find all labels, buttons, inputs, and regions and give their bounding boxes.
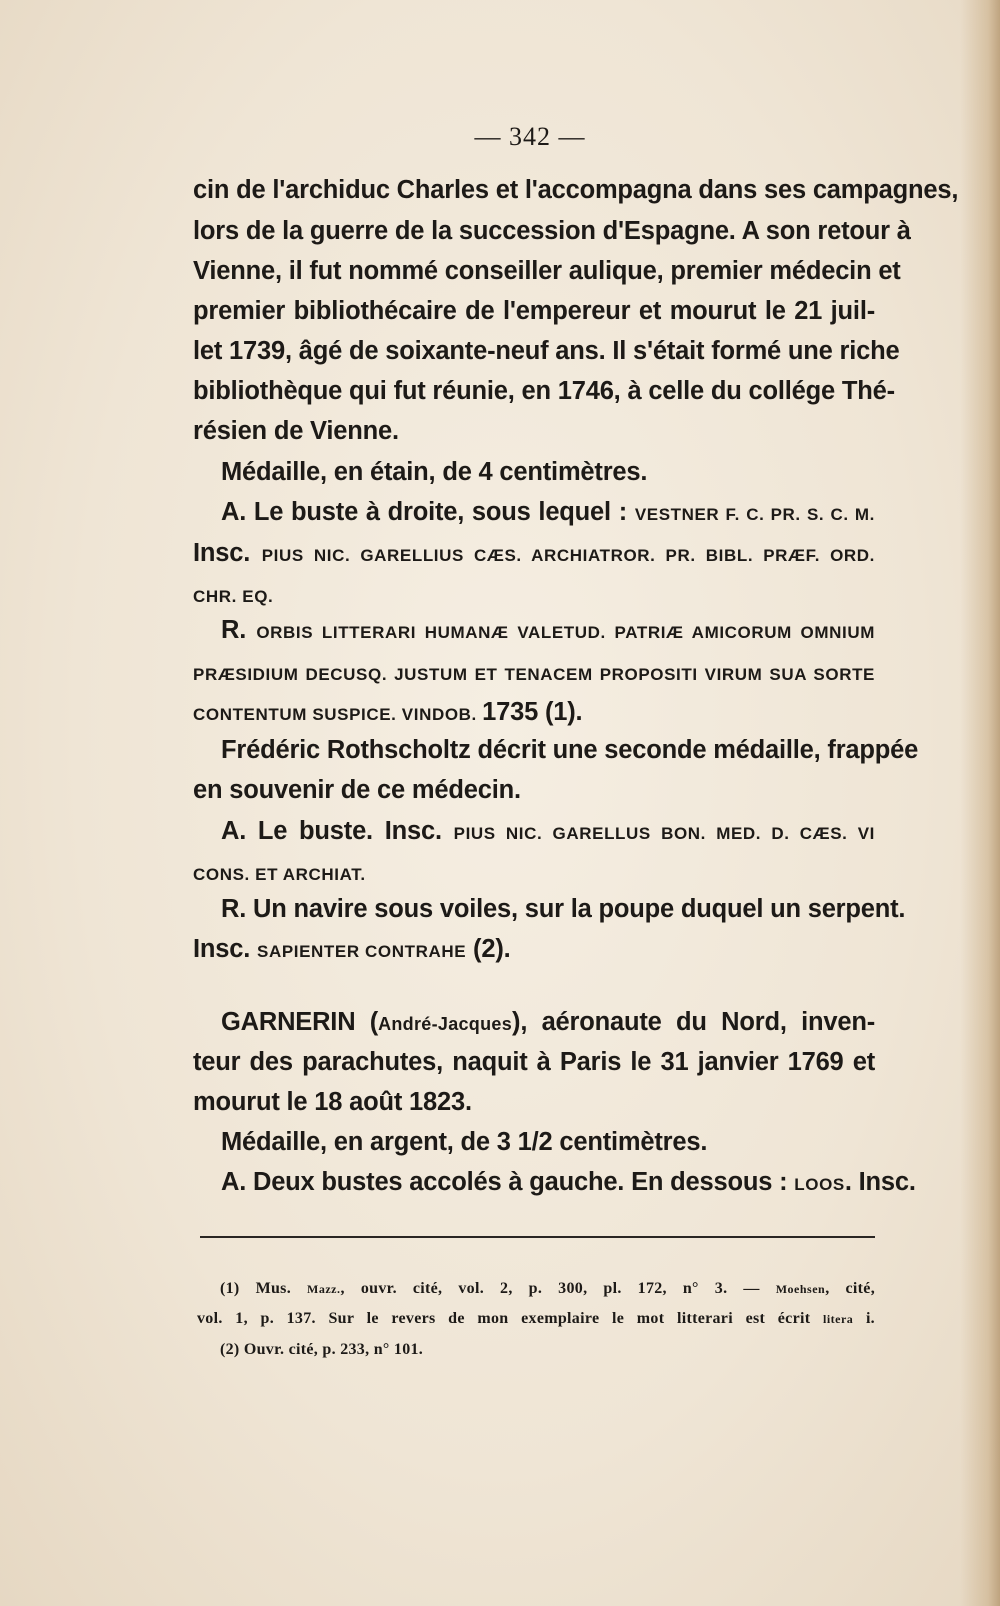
inscription-text: CONTENTUM SUSPICE. VINDOB.: [193, 705, 483, 724]
text-line: [193, 541, 875, 567]
text-line: [193, 700, 875, 726]
footnote-line: [220, 1280, 875, 1298]
text-line: Médaille, en argent, de 3 1/2 centimètres.: [221, 1128, 708, 1156]
text-line: premier bibliothécaire de l'empereur et mourut le 21 juil-: [193, 297, 875, 325]
text-span: (2).: [466, 935, 511, 963]
text-span: Moehsen: [775, 1282, 826, 1296]
page-number: — 342 —: [474, 122, 586, 151]
text-span: A. Le buste. Insc.: [221, 817, 454, 845]
inscription-text: LOOS: [794, 1175, 845, 1194]
inscription-text: PRÆSIDIUM DECUSQ. JUSTUM ET TENACEM PROPOSITI VIRUM SUA SORTE: [193, 665, 875, 684]
text-span: , cité,: [825, 1280, 876, 1297]
text-span: Insc.: [193, 539, 262, 567]
text-line: Médaille, en étain, de 4 centimètres.: [221, 458, 648, 486]
text-line: [221, 1168, 916, 1196]
footnote-rule: [200, 1236, 875, 1238]
text-line: R. Un navire sous voiles, sur la poupe duquel un serpent.: [221, 895, 906, 923]
text-line: [221, 1010, 875, 1036]
text-span: vol. 1, p. 137. Sur le revers de mon exemplaire le mot litterari est écrit: [197, 1310, 823, 1327]
text-line: lors de la guerre de la succession d'Espagne. A son retour à: [193, 217, 911, 245]
footnote-line: [197, 1310, 875, 1328]
text-line: [193, 860, 875, 886]
text-span: ), aéronaute du Nord, inven-: [512, 1008, 875, 1036]
text-line: cin de l'archiduc Charles et l'accompagna dans ses campagnes,: [193, 176, 959, 204]
text-span: R.: [221, 616, 257, 644]
text-line: mourut le 18 août 1823.: [193, 1088, 472, 1116]
page-edge-shadow: [960, 0, 1000, 1606]
text-line: Frédéric Rothscholtz décrit une seconde médaille, frappée: [221, 736, 919, 764]
inscription-text: PIUS NIC. GARELLIUS CÆS. ARCHIATROR. PR. BIBL. PRÆF. ORD.: [261, 546, 875, 565]
text-span: , ouvr. cité, vol. 2, p. 300, pl. 172, n° 3. —: [340, 1280, 776, 1297]
text-span: (1) Mus.: [220, 1280, 308, 1297]
text-line: en souvenir de ce médecin.: [193, 776, 521, 804]
inscription-text: CHR. EQ.: [193, 587, 274, 606]
text-span: A. Deux bustes accolés à gauche. En dessous :: [221, 1168, 795, 1196]
inscription-text: ORBIS LITTERARI HUMANÆ VALETUD. PATRIÆ AMICORUM OMNIUM: [256, 623, 875, 642]
footnote-line: (2) Ouvr. cité, p. 233, n° 101.: [220, 1341, 424, 1358]
text-line: [193, 582, 875, 608]
inscription-text: VESTNER F. C. PR. S. C. M.: [634, 505, 875, 524]
text-line: [193, 937, 875, 963]
text-span: . Insc.: [844, 1168, 916, 1196]
text-line: [193, 660, 875, 686]
inscription-text: CONS. ET ARCHIAT.: [193, 865, 366, 884]
text-line: teur des parachutes, naquit à Paris le 31 janvier 1769 et: [193, 1048, 875, 1076]
entry-forename: André-Jacques: [378, 1014, 513, 1034]
text-span: Mazz.: [307, 1282, 341, 1296]
inscription-text: PIUS NIC. GARELLUS BON. MED. D. CÆS. VI: [453, 824, 875, 843]
text-line: [221, 819, 875, 845]
text-line: [221, 618, 875, 644]
text-span: 1735 (1).: [482, 698, 583, 726]
text-span: litera: [822, 1312, 854, 1326]
text-span: i.: [853, 1310, 875, 1327]
text-span: Insc.: [193, 935, 257, 963]
text-line: résien de Vienne.: [193, 417, 399, 445]
text-line: [221, 500, 875, 526]
text-line: let 1739, âgé de soixante-neuf ans. Il s'était formé une riche: [193, 337, 900, 365]
entry-name: GARNERIN (: [221, 1008, 379, 1036]
text-line: Vienne, il fut nommé conseiller aulique, premier médecin et: [193, 257, 901, 285]
inscription-text: SAPIENTER CONTRAHE: [257, 942, 467, 961]
text-span: A. Le buste à droite, sous lequel :: [221, 498, 635, 526]
text-line: bibliothèque qui fut réunie, en 1746, à celle du collége Thé-: [193, 377, 895, 405]
